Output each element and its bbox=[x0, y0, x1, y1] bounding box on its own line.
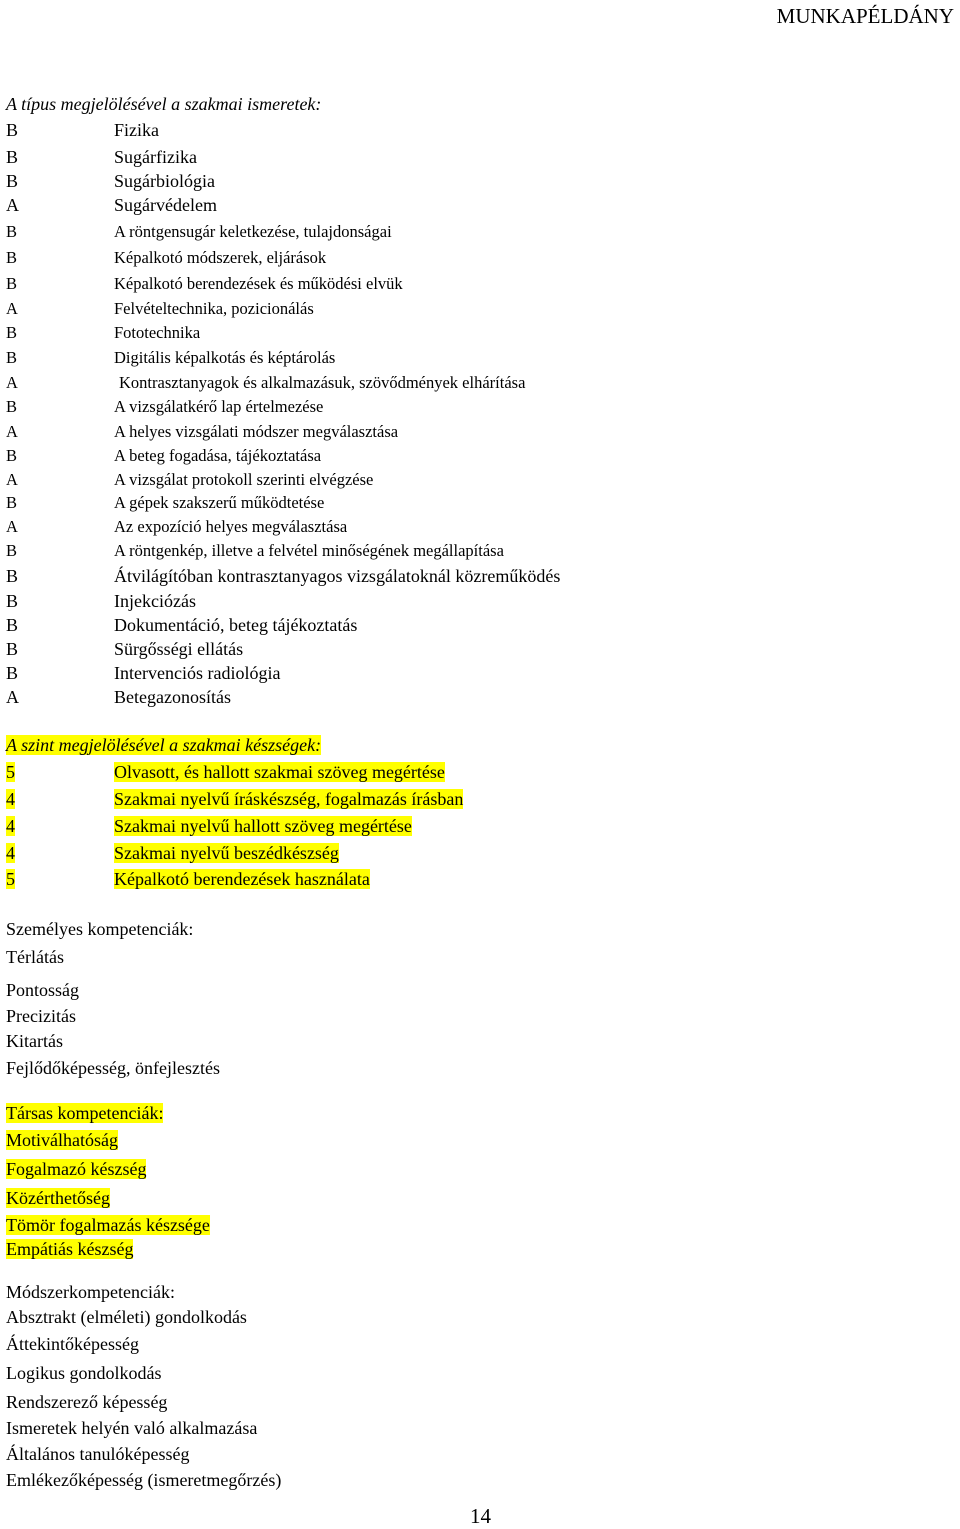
knowledge-text: A vizsgálatkérő lap értelmezése bbox=[114, 397, 324, 416]
knowledge-code: A bbox=[6, 373, 18, 392]
knowledge-code: B bbox=[6, 171, 19, 191]
knowledge-text: A röntgensugár keletkezése, tulajdonságai bbox=[114, 222, 392, 241]
method-item: Rendszerező képesség bbox=[6, 1392, 168, 1412]
knowledge-code: B bbox=[6, 493, 18, 512]
knowledge-text: Digitális képalkotás és képtárolás bbox=[114, 348, 336, 367]
method-item: Áttekintőképesség bbox=[6, 1334, 139, 1354]
knowledge-code: B bbox=[6, 274, 18, 293]
skill-text: Képalkotó berendezések használata bbox=[114, 869, 370, 889]
skill-level: 4 bbox=[6, 816, 15, 836]
knowledge-text: A vizsgálat protokoll szerinti elvégzése bbox=[114, 470, 374, 489]
knowledge-code: A bbox=[6, 195, 19, 215]
method-item: Általános tanulóképesség bbox=[6, 1444, 190, 1464]
personal-item: Fejlődőképesség, önfejlesztés bbox=[6, 1058, 220, 1078]
knowledge-text: Sürgősségi ellátás bbox=[114, 639, 244, 659]
knowledge-section-title: A típus megjelölésével a szakmai ismeretek: bbox=[6, 94, 322, 114]
method-item: Emlékezőképesség (ismeretmegőrzés) bbox=[6, 1470, 282, 1490]
knowledge-code: B bbox=[6, 222, 18, 241]
knowledge-code: B bbox=[6, 348, 18, 367]
method-item: Logikus gondolkodás bbox=[6, 1363, 162, 1383]
social-section-title: Társas kompetenciák: bbox=[6, 1103, 164, 1123]
social-item: Közérthetőség bbox=[6, 1188, 110, 1208]
knowledge-code: B bbox=[6, 120, 19, 140]
knowledge-code: A bbox=[6, 517, 18, 536]
knowledge-text: A beteg fogadása, tájékoztatása bbox=[114, 446, 322, 465]
method-section-title: Módszerkompetenciák: bbox=[6, 1282, 175, 1302]
knowledge-text: A gépek szakszerű működtetése bbox=[114, 493, 325, 512]
knowledge-text: Dokumentáció, beteg tájékoztatás bbox=[114, 615, 358, 635]
personal-item: Kitartás bbox=[6, 1031, 63, 1051]
knowledge-code: B bbox=[6, 248, 18, 267]
knowledge-code: B bbox=[6, 639, 19, 659]
knowledge-code: B bbox=[6, 446, 18, 465]
knowledge-text: Képalkotó berendezések és működési elvük bbox=[114, 274, 403, 293]
knowledge-code: A bbox=[6, 470, 18, 489]
knowledge-code: B bbox=[6, 397, 18, 416]
social-item: Motiválhatóság bbox=[6, 1130, 118, 1150]
knowledge-code: B bbox=[6, 615, 19, 635]
knowledge-text: Fizika bbox=[114, 120, 159, 140]
personal-item: Térlátás bbox=[6, 947, 64, 967]
skill-text: Olvasott, és hallott szakmai szöveg megértése bbox=[114, 762, 445, 782]
skill-level: 5 bbox=[6, 762, 15, 782]
knowledge-text: Átvilágítóban kontrasztanyagos vizsgálatoknál közreműködés bbox=[114, 566, 561, 586]
knowledge-code: A bbox=[6, 299, 18, 318]
personal-section-title: Személyes kompetenciák: bbox=[6, 919, 194, 939]
knowledge-code: B bbox=[6, 663, 19, 683]
knowledge-code: A bbox=[6, 687, 19, 707]
skill-text: Szakmai nyelvű íráskészség, fogalmazás írásban bbox=[114, 789, 464, 809]
page-number: 14 bbox=[470, 1504, 491, 1528]
knowledge-text: Sugárfizika bbox=[114, 147, 197, 167]
skill-text: Szakmai nyelvű hallott szöveg megértése bbox=[114, 816, 412, 836]
knowledge-code: A bbox=[6, 422, 18, 441]
skill-level: 4 bbox=[6, 789, 15, 809]
social-item: Tömör fogalmazás készsége bbox=[6, 1215, 210, 1235]
knowledge-text: Kontrasztanyagok és alkalmazásuk, szövődmények elhárítása bbox=[119, 373, 526, 392]
knowledge-text: A helyes vizsgálati módszer megválasztása bbox=[114, 422, 399, 441]
skill-level: 5 bbox=[6, 869, 15, 889]
knowledge-code: B bbox=[6, 147, 19, 167]
method-item: Ismeretek helyén való alkalmazása bbox=[6, 1418, 258, 1438]
knowledge-text: Injekciózás bbox=[114, 591, 196, 611]
document-header: MUNKAPÉLDÁNY bbox=[776, 4, 954, 28]
knowledge-text: Felvételtechnika, pozicionálás bbox=[114, 299, 314, 318]
knowledge-code: B bbox=[6, 541, 18, 560]
knowledge-text: A röntgenkép, illetve a felvétel minőségének megállapítása bbox=[114, 541, 504, 560]
knowledge-code: B bbox=[6, 566, 19, 586]
knowledge-text: Intervenciós radiológia bbox=[114, 663, 281, 683]
personal-item: Pontosság bbox=[6, 980, 80, 1000]
knowledge-code: B bbox=[6, 591, 19, 611]
knowledge-text: Sugárvédelem bbox=[114, 195, 217, 215]
knowledge-code: B bbox=[6, 323, 18, 342]
social-item: Fogalmazó készség bbox=[6, 1159, 147, 1179]
knowledge-text: Képalkotó módszerek, eljárások bbox=[114, 248, 327, 267]
personal-item: Precizitás bbox=[6, 1006, 76, 1026]
knowledge-text: Fototechnika bbox=[114, 323, 201, 342]
skill-level: 4 bbox=[6, 843, 15, 863]
knowledge-text: Sugárbiológia bbox=[114, 171, 215, 191]
social-item: Empátiás készség bbox=[6, 1239, 134, 1259]
method-item: Absztrakt (elméleti) gondolkodás bbox=[6, 1307, 247, 1327]
skills-section-title: A szint megjelölésével a szakmai készségek: bbox=[6, 735, 322, 755]
skill-text: Szakmai nyelvű beszédkészség bbox=[114, 843, 339, 863]
knowledge-text: Betegazonosítás bbox=[114, 687, 231, 707]
knowledge-text: Az expozíció helyes megválasztása bbox=[114, 517, 348, 536]
